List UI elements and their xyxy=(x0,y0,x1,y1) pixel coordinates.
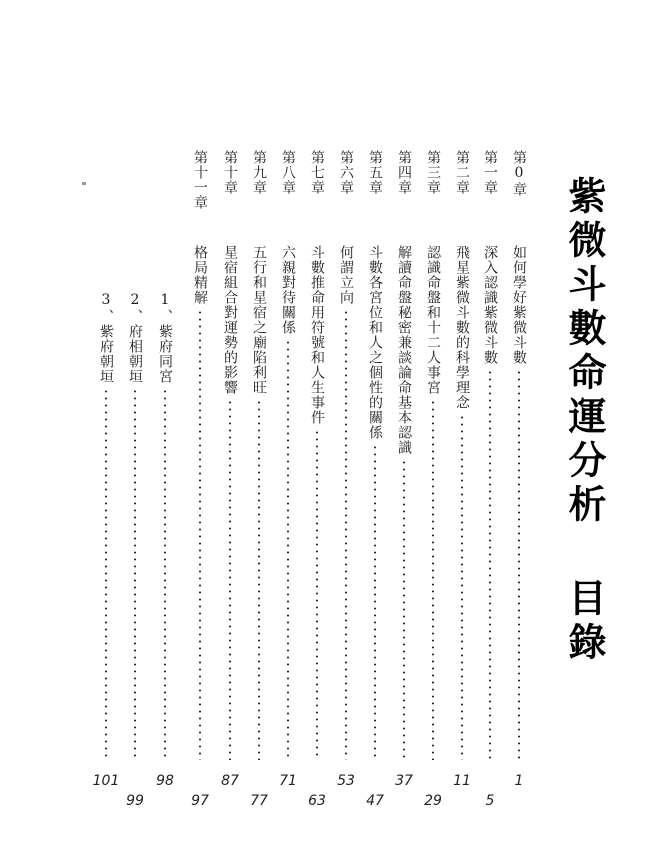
toc-dot-leader xyxy=(199,309,201,760)
toc-chapter-label: 第二章 xyxy=(454,150,470,195)
toc-entry xyxy=(362,150,388,440)
toc-dot-leader xyxy=(287,339,289,760)
toc-page-number: 29 xyxy=(424,793,442,809)
toc-dot-leader xyxy=(345,309,347,760)
toc-entry xyxy=(275,150,301,335)
toc-chapter-label: 第三章 xyxy=(425,150,441,195)
toc-entry-title: 解讀命盤秘密兼談論命基本認識 xyxy=(396,245,412,455)
toc-entry-title: 六親對待關係 xyxy=(280,245,296,335)
toc-chapter-label: 第九章 xyxy=(251,150,267,195)
toc-page-number: 47 xyxy=(366,793,384,809)
toc-chapter-label: 第六章 xyxy=(338,150,354,195)
toc-page-number: 77 xyxy=(250,793,268,809)
toc-entry-title: 格局精解 xyxy=(192,245,208,305)
toc-dot-leader xyxy=(316,429,318,760)
toc-page-number: 11 xyxy=(453,773,471,789)
toc-entry-title: 2、府相朝垣 xyxy=(127,292,143,384)
toc-chapter-label: 第七章 xyxy=(309,150,325,195)
toc-entry xyxy=(333,150,359,305)
toc-dot-leader xyxy=(489,369,491,760)
toc-dot-leader xyxy=(258,399,260,760)
toc-dot-leader xyxy=(403,459,405,760)
toc-page-number: 53 xyxy=(337,773,355,789)
page-title-text: 紫微斗數命運分析 目錄 xyxy=(562,176,606,666)
toc-entry xyxy=(477,150,503,365)
toc-page-number: 98 xyxy=(156,773,174,789)
toc-entry-title: 五行和星宿之廟陷利旺 xyxy=(251,245,267,395)
toc-entry-title: 斗數各宮位和人之個性的關係 xyxy=(367,245,383,440)
toc-entry-title: 如何學好紫微斗數 xyxy=(511,245,527,365)
toc-entry xyxy=(449,150,475,410)
toc-chapter-label: 第一章 xyxy=(482,150,498,195)
toc-page-number: 97 xyxy=(191,793,209,809)
toc-page-number: 1 xyxy=(514,773,524,789)
toc-entry-title: 何謂立向 xyxy=(338,245,354,305)
toc-entry xyxy=(506,150,532,365)
toc-chapter-label: 第0章 xyxy=(511,150,527,197)
toc-entry-title: 深入認識紫微斗數 xyxy=(482,245,498,365)
toc-chapter-label: 第四章 xyxy=(396,150,412,195)
toc-dot-leader xyxy=(229,399,231,760)
toc-dot-leader xyxy=(432,399,434,760)
toc-page-number: 101 xyxy=(92,773,120,789)
toc-dot-leader xyxy=(518,369,520,760)
toc-entry xyxy=(187,150,213,305)
toc-dot-leader xyxy=(461,414,463,760)
toc-page-number: 87 xyxy=(221,773,239,789)
toc-entry-title: 飛星紫微斗數的科學理念 xyxy=(454,245,470,410)
toc-entry xyxy=(420,150,446,395)
toc-page-number: 63 xyxy=(308,793,326,809)
toc-chapter-label: 第八章 xyxy=(280,150,296,195)
toc-page-number: 5 xyxy=(485,793,495,809)
toc-dot-leader xyxy=(164,388,166,760)
toc-entry xyxy=(304,150,330,425)
toc-page-number: 99 xyxy=(126,793,144,809)
toc-entry-title: 認識命盤和十二人事宮 xyxy=(425,245,441,395)
page-title xyxy=(556,176,612,666)
toc-entry-title: 1、紫府同宮 xyxy=(157,292,173,384)
toc-dot-leader xyxy=(134,388,136,760)
toc-chapter-label: 第五章 xyxy=(367,150,383,195)
toc-entry-title: 3、紫府朝垣 xyxy=(98,292,114,384)
toc-page-number: 37 xyxy=(395,773,413,789)
toc-dot-leader xyxy=(374,444,376,760)
toc-entry xyxy=(217,150,243,395)
toc-entry-title: 斗數推命用符號和人生事件 xyxy=(309,245,325,425)
toc-entry-title: 星宿組合對運勢的影響 xyxy=(222,245,238,395)
ink-mark xyxy=(82,182,86,185)
toc-entry xyxy=(246,150,272,395)
toc-entry xyxy=(391,150,417,455)
toc-chapter-label: 第十章 xyxy=(222,150,238,195)
toc-page-number: 71 xyxy=(279,773,297,789)
toc-chapter-label: 第十一章 xyxy=(192,150,208,210)
toc-dot-leader xyxy=(105,388,107,760)
